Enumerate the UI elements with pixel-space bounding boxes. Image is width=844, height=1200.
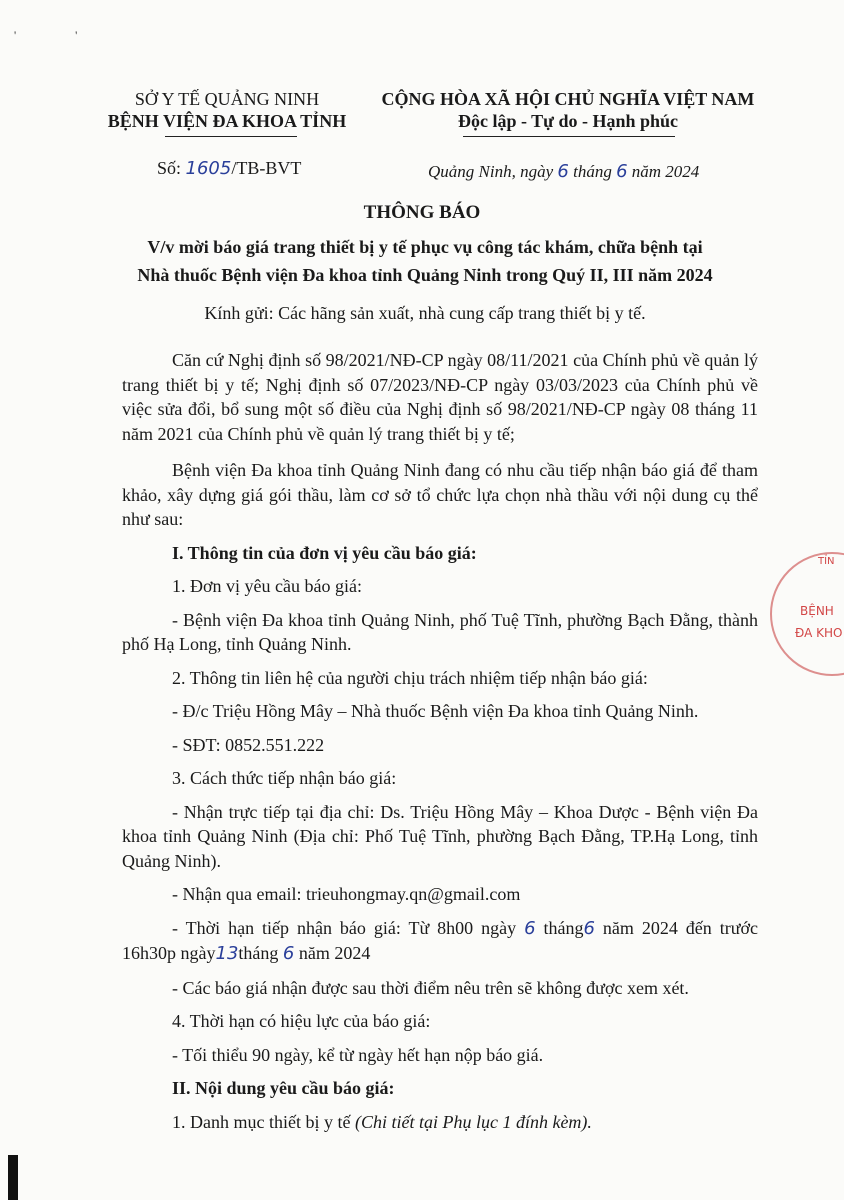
deadline-start-day: 6 [524, 917, 536, 939]
item-2-heading: 2. Thông tin liên hệ của người chịu trách nhiệm tiếp nhận báo giá: [172, 667, 648, 688]
deadline-text-2: tháng [535, 917, 584, 938]
stamp-text-1: BỆNH [800, 604, 834, 618]
item-3-heading: 3. Cách thức tiếp nhận báo giá: [172, 768, 397, 788]
deadline-text-3: năm 2024 đến trước 16h30p ngày [122, 917, 758, 963]
item-1-detail: - Bệnh viện Đa khoa tỉnh Quảng Ninh, phố Tuệ Tĩnh, phường Bạch Đằng, thành phố Hạ Long, tỉnh Quảng Ninh. [122, 609, 758, 654]
deadline-end-day: 13 [215, 943, 239, 964]
item-3-deadline [122, 916, 758, 967]
section-2-item-1 [122, 1110, 758, 1135]
deadline-start-month: 6 [583, 917, 595, 939]
issuer-underline [165, 136, 297, 137]
subject-line-2: Nhà thuốc Bệnh viện Đa khoa tỉnh Quảng Ninh trong Quý II, III năm 2024 [137, 265, 713, 285]
item-1-heading: 1. Đơn vị yêu cầu báo giá: [172, 576, 362, 596]
date-place: Quảng Ninh, ngày [428, 162, 558, 181]
national-header [368, 88, 768, 132]
motto-underline [463, 136, 675, 137]
document-subject [80, 233, 770, 289]
deadline-end-month: 6 [282, 943, 295, 964]
greeting: Kính gửi: Các hãng sản xuất, nhà cung cấp trang thiết bị y tế. [204, 303, 646, 323]
stamp-text-2: ĐA KHO [795, 626, 843, 640]
issuer-name: BỆNH VIỆN ĐA KHOA TỈNH [107, 111, 347, 131]
section-1-heading: I. Thông tin của đơn vị yêu cầu báo giá: [172, 542, 477, 563]
date-month-label: tháng [568, 162, 617, 181]
subject-line-1: V/v mời báo giá trang thiết bị y tế phục vụ công tác khám, chữa bệnh tại [147, 237, 703, 257]
date-month: 6 [616, 161, 628, 182]
doc-number-suffix: /TB-BVT [231, 158, 302, 178]
item-4-heading: 4. Thời hạn có hiệu lực của báo giá: [172, 1011, 431, 1031]
issuer-parent: SỞ Y TẾ QUẢNG NINH [134, 89, 320, 109]
stamp-text-top: TỈN [818, 556, 835, 567]
deadline-text-5: năm 2024 [294, 943, 371, 963]
item-4-detail: - Tối thiểu 90 ngày, kể từ ngày hết hạn nộp báo giá. [172, 1044, 544, 1065]
legal-basis-paragraph: Căn cứ Nghị định số 98/2021/NĐ-CP ngày 08/11/2021 của Chính phủ về quản lý trang thiết bị y tế; Nghị định số 07/2023/NĐ-CP ngày 03/03/2023 của Chính phủ về việc sửa đổi, bổ sung một số điều của Nghị định số 98/2021/NĐ-CP ngày 08 tháng 11 năm 2021 của Chính phủ về quản lý trang thiết bị y tế; [122, 350, 758, 444]
deadline-text-4: tháng [238, 943, 283, 963]
deadline-text-1: - Thời hạn tiếp nhận báo giá: Từ 8h00 ngày [172, 917, 525, 938]
document-title: THÔNG BÁO [363, 202, 481, 223]
document-body [122, 348, 758, 1134]
item-3-email: - Nhận qua email: trieuhongmay.qn@gmail.com [172, 884, 521, 904]
date-year: năm 2024 [627, 162, 700, 181]
national-motto: Độc lập - Tự do - Hạnh phúc [457, 111, 679, 131]
item-3-late-notice: - Các báo giá nhận được sau thời điểm nêu trên sẽ không được xem xét. [172, 977, 689, 998]
document-date [428, 161, 699, 182]
national-name: CỘNG HÒA XÃ HỘI CHỦ NGHĨA VIỆT NAM [381, 89, 755, 109]
doc-number-handwritten: 1605 [185, 158, 232, 179]
scan-marks: ' ' [14, 28, 106, 42]
date-day: 6 [557, 161, 569, 182]
appendix-reference: (Chi tiết tại Phụ lục 1 đính kèm). [354, 1111, 592, 1132]
scan-edge-mark [8, 1155, 18, 1200]
document-number [157, 158, 301, 179]
item-2-phone: - SĐT: 0852.551.222 [172, 734, 325, 755]
section-2-heading: II. Nội dung yêu cầu báo giá: [172, 1078, 395, 1098]
issuer-header [92, 88, 362, 132]
item-2-contact: - Đ/c Triệu Hồng Mây – Nhà thuốc Bệnh viện Đa khoa tỉnh Quảng Ninh. [172, 701, 699, 721]
purpose-paragraph: Bệnh viện Đa khoa tỉnh Quảng Ninh đang có nhu cầu tiếp nhận báo giá để tham khảo, xây dựng giá gói thầu, làm cơ sở tổ chức lựa chọn nhà thầu với nội dung cụ thể như sau: [122, 460, 758, 529]
appendix-text: 1. Danh mục thiết bị y tế [172, 1111, 355, 1132]
item-3-direct: - Nhận trực tiếp tại địa chỉ: Ds. Triệu Hồng Mây – Khoa Dược - Bệnh viện Đa khoa tỉnh Quảng Ninh (Địa chỉ: Phố Tuệ Tĩnh, phường Bạch Đằng, TP.Hạ Long, tỉnh Quảng Ninh). [122, 801, 758, 871]
doc-number-prefix: Số: [157, 158, 186, 178]
